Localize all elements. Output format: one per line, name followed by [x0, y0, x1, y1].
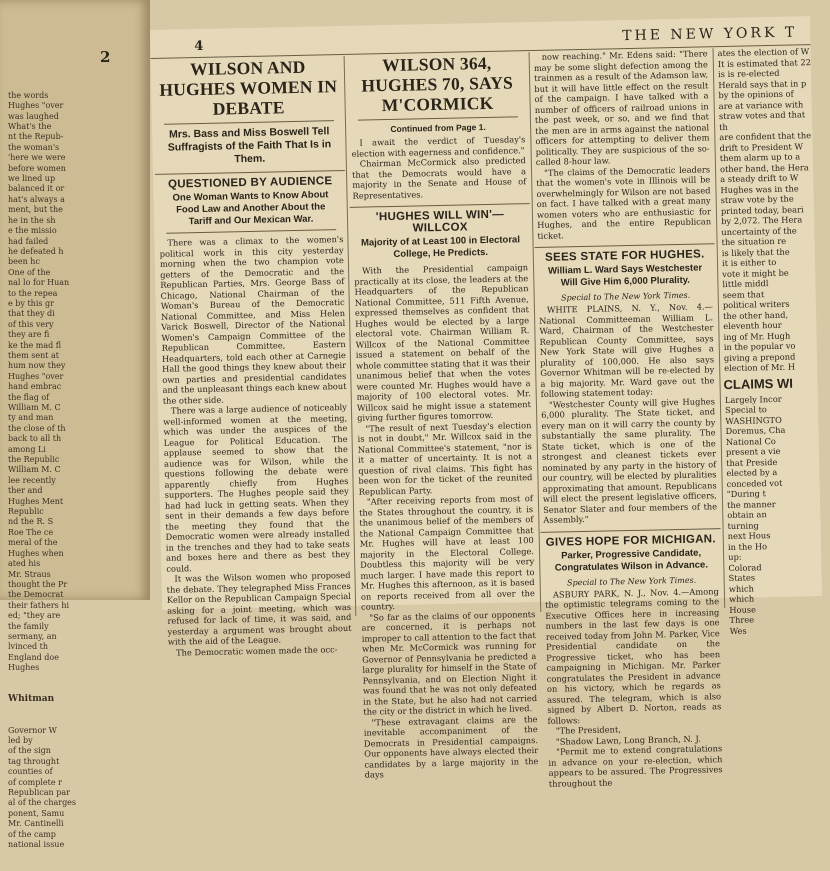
- text-line: before women: [8, 163, 66, 173]
- text-line: we lined up: [8, 174, 56, 184]
- text-line: are at variance with: [718, 98, 804, 111]
- text-line: which: [728, 593, 755, 604]
- subdeck: Majority of at Least 100 in Electoral College, He Predicts.: [360, 234, 521, 260]
- section-heading: SEES STATE FOR HUGHES.: [535, 243, 715, 264]
- text-line: it is either to: [721, 256, 777, 269]
- text-line: Republic: [8, 507, 44, 517]
- article-body-fragment: [718, 46, 819, 373]
- text-line: nal lo for Huan: [8, 278, 70, 288]
- text-line: the Republic: [8, 455, 60, 465]
- text-line: ty and man: [8, 413, 54, 423]
- text-line: ke the mad fl: [8, 340, 62, 350]
- previous-page-column: [8, 70, 143, 871]
- previous-page-subhead: Whitman: [8, 694, 55, 705]
- text-line: e by this gr: [8, 298, 54, 308]
- text-line: are confident that the: [719, 130, 812, 143]
- text-line: the words: [8, 90, 49, 100]
- deck: Mrs. Bass and Miss Boswell Tell Suffragists of the Faith That Is in Them.: [167, 125, 332, 166]
- paragraph: "Shadow Lawn, Long Branch, N. J.: [555, 733, 701, 747]
- text-line: a steady drift to W: [720, 172, 799, 185]
- text-line: turning: [727, 519, 759, 531]
- page-number: 4: [194, 38, 204, 55]
- text-line: balanced it or: [8, 184, 65, 194]
- text-line: conceded vot: [726, 477, 783, 489]
- text-line: in the popular vo: [723, 340, 796, 353]
- text-line: Special to: [724, 404, 767, 416]
- text-line: political writers: [722, 298, 790, 311]
- text-line: their fathers hi: [8, 600, 70, 610]
- text-line: Hughes: [8, 663, 40, 673]
- text-line: obtain an: [727, 509, 767, 521]
- article-wilson-hughes-women: [153, 56, 355, 658]
- text-line: of the sign: [8, 746, 51, 756]
- text-line: elected by a: [726, 466, 778, 479]
- text-line: that they di: [8, 309, 55, 319]
- text-line: What's the: [8, 122, 52, 132]
- text-line: ed; "they are: [8, 611, 61, 621]
- text-line: among Li: [8, 444, 46, 454]
- text-line: national issue: [8, 840, 65, 850]
- text-line: Wes: [729, 625, 747, 636]
- text-line: up:: [728, 551, 742, 563]
- text-line: Republican par: [8, 788, 70, 798]
- paragraph: "After receiving reports from most of the States throughout the country, it is the unanimous belief of the members of the National Campaign Committee that Mr. Hughes will have at least 100 majority in the Electoral College. Doubtless this majority will be very much larger. I have made this report to Mr. Hughes this afternoon, as it is based on reports received from all over the country.: [359, 493, 535, 612]
- text-line: the flag of: [8, 392, 50, 402]
- text-line: straw votes and that th: [718, 109, 806, 132]
- text-line: WASHINGTO: [725, 414, 782, 426]
- text-line: Hughes Ment: [8, 496, 64, 506]
- text-line: William M. C: [8, 465, 61, 475]
- text-line: Hughes when: [8, 548, 64, 558]
- text-line: they are fi: [8, 330, 50, 340]
- text-line: had failed: [8, 236, 49, 246]
- dateline-credit: Special to The New York Times.: [560, 290, 691, 303]
- text-line: the situation re: [721, 235, 787, 248]
- text-line: of complete r: [8, 777, 62, 787]
- text-line: the close of th: [8, 423, 66, 433]
- text-line: to the repea: [8, 288, 58, 298]
- text-line: straw vote by the: [720, 193, 794, 206]
- text-line: al of the charges: [8, 798, 77, 808]
- text-line: back to all th: [8, 434, 62, 444]
- paragraph: "The result of next Tuesday's election is not in doubt," Mr. Willcox said in the National Committee's statement, "nor is it a matter of uncertainty. It is not a question of rival claims. This fight has been won for the ticket of the reunited Republican Party.: [357, 419, 533, 497]
- text-line: uncertainty of the: [721, 224, 797, 237]
- paragraph: The Democratic women made the occ-: [175, 643, 338, 658]
- previous-page-lines-2: [8, 726, 143, 851]
- previous-page-lines: [8, 91, 143, 674]
- text-line: the manner: [726, 498, 776, 510]
- text-line: e the missio: [8, 226, 57, 236]
- paragraph: There was a climax to the women's political work in this city yesterday morning when the two champion vote getters of the Democratic and the Republican Parties, Mrs. George Bass of Chicago, National Chairman of the Woman's Bureau of the Democratic National Committee, and Miss Helen Varick Boswell, Director of the National Women's Campaign Committee of the Republican Committee, Eastern Headquarters, told each other at Carnegie Hall the good things they knew about their own parties and presidential candidates and the unpleasant things each knew about the other side.: [159, 233, 347, 406]
- text-line: ponent, Samu: [8, 808, 65, 818]
- text-line: the woman's: [8, 142, 60, 152]
- article-column-three: [531, 48, 726, 789]
- article-body: [534, 48, 712, 241]
- text-line: Three: [729, 614, 755, 625]
- text-line: seem that: [722, 288, 765, 300]
- text-line: which: [728, 582, 755, 594]
- section-heading: GIVES HOPE FOR MICHIGAN.: [541, 528, 721, 549]
- article-body: [539, 301, 718, 525]
- text-line: lee recently: [8, 475, 56, 485]
- text-line: that Preside: [726, 456, 778, 468]
- text-line: next Hous: [727, 530, 771, 542]
- subdeck: Parker, Progressive Candidate, Congratulates Wilson in Advance.: [554, 547, 709, 574]
- paragraph: "The President,: [555, 724, 622, 736]
- headline: CLAIMS WI: [723, 375, 794, 392]
- divider: [166, 229, 336, 234]
- text-line: printed today, beari: [720, 203, 804, 216]
- text-line: Hughes "over: [8, 101, 64, 111]
- paragraph: "Permit me to extend congratulations in advance on your re-election, which appears to be assured. The Progressives throughout the: [548, 743, 723, 789]
- text-line: Largely Incor: [724, 393, 782, 405]
- text-line: eleventh hour: [723, 319, 782, 332]
- paragraph: "These extravagant claims are the inevitable accompaniment of the Democrats in Presidential campaigns. Our opponents have always elected their candidates by a large majority in the days: [363, 713, 539, 780]
- paragraph: Chairman McCormick also predicted that the Democrats would have a majority in the Senate and House of Representatives.: [351, 155, 527, 201]
- text-line: vote it might be: [722, 267, 789, 279]
- text-line: 'here we were: [8, 153, 66, 163]
- text-line: them sent at: [8, 350, 59, 360]
- text-line: by 2,072. The Hera: [721, 214, 803, 227]
- text-line: Mr. Cantinelli: [8, 819, 64, 829]
- paragraph: I await the verdict of Tuesday's election with eagerness and confidence.": [351, 134, 526, 159]
- text-line: them alarm up to a: [719, 151, 801, 164]
- text-line: was laughed: [8, 111, 59, 121]
- text-line: led by: [8, 736, 33, 745]
- text-line: election of Mr. H: [724, 361, 796, 374]
- text-line: Hughes was in the: [720, 182, 799, 195]
- headline: WILSON 364, HUGHES 70, SAYS M'CORMICK: [361, 52, 514, 116]
- subdeck: One Woman Wants to Know About Food Law and Another About the Tariff and Our Mexican War.: [172, 189, 329, 228]
- text-line: One of the: [8, 267, 51, 277]
- text-line: the other hand,: [723, 309, 789, 321]
- paragraph: "Westchester County will give Hughes 6,000 plurality. The State ticket, and every man on it will carry the county by substantially the same plurality. The State ticket, which is one of the strongest and cleanest tickets ever nominated by any party in the history of our country, will be elected by pluralities approximating that amount. Republicans will elect the present legislative officers, Senator Slater and four members of the Assembly.": [541, 395, 718, 525]
- divider: [358, 116, 518, 120]
- text-line: Roe The ce: [8, 527, 54, 537]
- paragraph: WHITE PLAINS, N. Y., Nov. 4.—National Committeeman William L. Ward, Chairman of the Westchester Republican County Committee, says New York State will give Hughes a plurality of 100,000. He also says Governor Whitman will be re-elected by a big majority. Mr. Ward gave out the following statement today:: [539, 301, 715, 399]
- newspaper-name: THE NEW YORK T: [622, 24, 798, 45]
- dateline-credit: Special to The New York Times.: [566, 575, 697, 587]
- newspaper-page: [150, 16, 822, 789]
- text-line: little middl: [722, 278, 769, 290]
- text-line: England doe: [8, 652, 59, 662]
- text-line: ment, but the: [8, 205, 63, 215]
- text-line: Doremus, Cha: [725, 424, 786, 437]
- text-line: States: [728, 572, 756, 584]
- article-column-four: [715, 46, 827, 636]
- divider: [164, 120, 334, 125]
- text-line: ing of Mr. Hugh: [723, 330, 791, 342]
- text-line: hand embrac: [8, 382, 62, 392]
- text-line: nd the R. S: [8, 517, 54, 527]
- text-line: been hc: [8, 257, 40, 267]
- paragraph: "The claims of the Democratic leaders that the women's vote in Illinois will be overwhelmingly for Wilson are not based on fact. I have talked with a great many women voters who are enthusiastic for Hughes, and the entire Republican ticket.: [536, 163, 712, 241]
- paragraph: With the Presidential campaign practically at its close, the leaders at the Headquarters of the Republican National Committee, 511 Fifth Avenue, expressed themselves as confident that Hughes would be elected by a large electoral vote. Chairman William R. Willcox of the National Committee issued a statement on behalf of the whole committee stating that it was their unanimous belief that when the votes were counted Mr. Hughes would have a majority of 100 electoral votes. Mr. Willcox said he might issue a statement giving further figures tomorrow.: [354, 262, 532, 423]
- text-line: drift to President W: [719, 140, 804, 153]
- text-line: the family: [8, 621, 49, 631]
- text-line: other hand, the Hera: [719, 161, 809, 174]
- text-line: is likely that the: [721, 246, 790, 258]
- text-line: "During t: [726, 488, 767, 500]
- article-body: [159, 234, 352, 658]
- text-line: Governor W: [8, 725, 57, 735]
- text-line: hum now they: [8, 361, 66, 371]
- text-line: Hughes "over: [8, 371, 64, 381]
- text-line: thought the Pr: [8, 579, 68, 589]
- text-line: It is estimated that 22: [717, 56, 812, 69]
- text-line: hat's always a: [8, 194, 65, 204]
- text-line: the Democrat: [8, 590, 64, 600]
- text-line: giving a prepond: [723, 351, 796, 363]
- text-line: he defeated h: [8, 246, 64, 256]
- text-line: sermany, an: [8, 631, 57, 641]
- text-line: in the Ho: [727, 540, 768, 552]
- previous-page-number: 2: [100, 48, 111, 66]
- text-line: of the camp: [8, 829, 56, 839]
- section-heading: QUESTIONED BY AUDIENCE: [155, 170, 345, 191]
- paragraph: There was a large audience of noticeably well-informed women at the meeting, which was under the auspices of the League for Political Education. The applause seemed to show that the audience was for Wilson, while the questions following the debate were apparently chiefly from Hughes supporters. The Hughes people said they had had luck in getting seats. When they sent in their demands a few days before the meeting they found that the Democratic women were already installed in the trenches and they had to take seats and boxes here and there as best they could.: [163, 401, 351, 574]
- text-line: counties of: [8, 767, 53, 777]
- continued-note: Continued from Page 1.: [390, 121, 486, 134]
- text-line: Herald says that in p: [718, 77, 807, 90]
- text-line: of this very: [8, 319, 54, 329]
- paragraph: "So far as the claims of our opponents are concerned, it is perhaps not improper to call attention to the fact that when Mr. McCormick was running for Governor of Pennsylvania he predicted a large plurality for himself in the State of Pennsylvania, and on Election Night it was found that he was not only defeated in the State, but he also had not carried the city or the district in which he lived.: [361, 608, 538, 717]
- text-line: present a vie: [725, 445, 781, 458]
- text-line: tag throught: [8, 756, 60, 766]
- article-body: [351, 134, 526, 201]
- article-wilson-364: [347, 52, 542, 780]
- text-line: Mr. Straus: [8, 569, 51, 579]
- text-line: meral of the: [8, 538, 58, 548]
- text-line: ates the election of W: [717, 46, 810, 59]
- text-line: William M. C: [8, 403, 61, 412]
- text-line: ther and: [8, 486, 43, 496]
- article-body: [354, 262, 539, 780]
- paragraph: now reaching." Mr. Edens said: "There may be some slight defection among the trainmen as a result of the Adamson law, but it will have little effect on the result of the campaign. I have talked with a number of officers of railroad unions in the past week, or so, and we find that the men are in arms against the national officers for attempting to deliver them politically. They are suspicious of the so-called 8-hour law.: [533, 48, 710, 167]
- section-heading: 'HUGHES WILL WIN'—WILLCOX: [350, 203, 531, 236]
- headline: WILSON AND HUGHES WOMEN IN DEBATE: [159, 56, 338, 119]
- text-line: Colorad: [728, 561, 762, 573]
- article-body: [545, 586, 723, 789]
- text-line: House: [729, 603, 757, 615]
- text-line: nt the Repub-: [8, 132, 64, 142]
- previous-page-fragment: [0, 0, 150, 850]
- subdeck: William L. Ward Says Westchester Will Give Him 6,000 Plurality.: [547, 262, 703, 289]
- text-line: ated his: [8, 559, 41, 569]
- text-line: National Co: [725, 435, 776, 447]
- text-line: lvinced th: [8, 642, 49, 652]
- paragraph: It was the Wilson women who proposed the debate. They telegraphed Miss Frances Kellor on the Republican Campaign Special asking for a joint meeting, which was refused for lack of time, it was said, and yesterday a argument was brought about with the aid of the League.: [166, 569, 352, 647]
- text-line: is is re-elected: [717, 67, 780, 80]
- paragraph: ASBURY PARK, N. J., Nov. 4.—Among the optimistic telegrams coming to the Executive Offices here in increasing numbers in the last few days is one received today from John M. Parker, Vice Presidential candidate on the Progressive ticket, who has been campaigning in Michigan. Mr. Parker congratulates the President in advance on his victory, which he regards as assured. The telegram, which is also signed by Albert D. Norton, reads as follows:: [545, 585, 722, 726]
- text-line: he in the sh: [8, 215, 56, 225]
- text-line: by the opinions of: [718, 88, 794, 101]
- article-body-fragment: [725, 393, 824, 636]
